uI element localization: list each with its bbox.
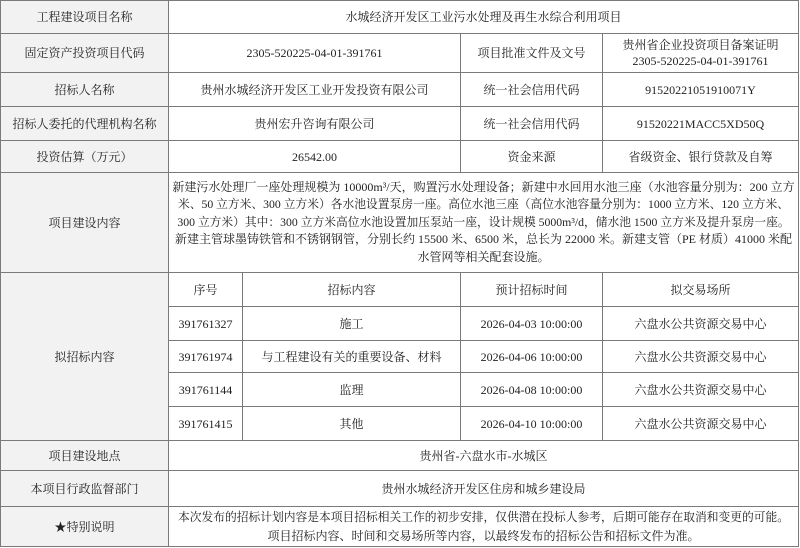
- row-project-code: [1, 34, 799, 73]
- investment-label: 投资估算（万元）: [1, 141, 169, 173]
- location-label: 项目建设地点: [1, 441, 169, 471]
- row-location: [1, 441, 799, 471]
- agency-credit-label: 统一社会信用代码: [461, 107, 603, 141]
- construction-content-line: 水管网等相关配套设施。: [417, 249, 550, 264]
- construction-content-line: 米、50 立方米、300 立方米）各水池设置泵房一座。高位水池三座（高位水池容量分别为：1000 立方米、120 立方米、: [178, 198, 789, 212]
- tenderer-value: 贵州水城经济开发区工业开发投资有限公司: [169, 73, 461, 107]
- investment-value: 26542.00: [169, 141, 461, 173]
- bidding-content: 其他: [243, 407, 461, 441]
- row-construction-content: [1, 173, 799, 273]
- supervisor-value: 贵州水城经济开发区住房和城乡建设局: [169, 471, 799, 507]
- bidding-no: 391761415: [169, 407, 243, 441]
- construction-content-value: [169, 173, 799, 273]
- special-note-label: ★特别说明: [1, 507, 169, 547]
- approval-doc-line: 2305-520225-04-01-391761: [632, 54, 769, 68]
- approval-doc-label: 项目批准文件及文号: [461, 34, 603, 73]
- agency-label: 招标人委托的代理机构名称: [1, 107, 169, 141]
- bidding-content: 施工: [243, 307, 461, 341]
- bidding-venue: 六盘水公共资源交易中心: [603, 341, 799, 373]
- bidding-venue: 六盘水公共资源交易中心: [603, 407, 799, 441]
- tenderer-credit-label: 统一社会信用代码: [461, 73, 603, 107]
- project-name-value: 水城经济开发区工业污水处理及再生水综合利用项目: [169, 1, 799, 34]
- supervisor-label: 本项目行政监督部门: [1, 471, 169, 507]
- agency-credit-value: 91520221MACC5XD50Q: [603, 107, 799, 141]
- construction-content-line: 300 立方米）其中：300 立方米高位水池设置加压泵站一座，设计规模 5000m³/d，储水池 1500 立方米及提升泵房一座。: [177, 215, 790, 229]
- bidding-venue: 六盘水公共资源交易中心: [603, 373, 799, 407]
- project-code-value: 2305-520225-04-01-391761: [169, 34, 461, 73]
- bidding-header-content: 招标内容: [243, 273, 461, 307]
- special-note-line: 项目招标内容、时间和交易场所等内容，以最终发布的招标公告和招标文件为准。: [267, 528, 700, 543]
- bidding-content: 与工程建设有关的重要设备、材料: [243, 341, 461, 373]
- bidding-time: 2026-04-10 10:00:00: [461, 407, 603, 441]
- row-project-name: [1, 1, 799, 34]
- row-special-note: [1, 507, 799, 547]
- agency-value: 贵州宏升咨询有限公司: [169, 107, 461, 141]
- construction-content-line: 新建主管球墨铸铁管和不锈钢钢管，分别长约 15500 米、6500 米，总长为 22000 米。新建支管（PE 材质）41000 米配: [175, 232, 793, 247]
- project-name-label: 工程建设项目名称: [1, 1, 169, 34]
- location-value: 贵州省-六盘水市-水城区: [169, 441, 799, 471]
- bidding-header-row: [1, 273, 799, 307]
- approval-doc-line: 贵州省企业投资项目备案证明: [622, 38, 779, 52]
- approval-doc-value: [603, 34, 799, 73]
- bidding-header-time: 预计招标时间: [461, 273, 603, 307]
- funding-label: 资金来源: [461, 141, 603, 173]
- bidding-no: 391761974: [169, 341, 243, 373]
- row-investment: [1, 141, 799, 173]
- bidding-content: 监理: [243, 373, 461, 407]
- tenderer-label: 招标人名称: [1, 73, 169, 107]
- row-agency: [1, 107, 799, 141]
- bidding-no: 391761327: [169, 307, 243, 341]
- bidding-time: 2026-04-03 10:00:00: [461, 307, 603, 341]
- bidding-header-no: 序号: [169, 273, 243, 307]
- bidding-no: 391761144: [169, 373, 243, 407]
- special-note-line: 本次发布的招标计划内容是本项目招标相关工作的初步安排，仅供潜在投标人参考，后期可能存在取消和变更的可能。: [178, 510, 789, 524]
- project-code-label: 固定资产投资项目代码: [1, 34, 169, 73]
- funding-value: 省级资金、银行贷款及自筹: [603, 141, 799, 173]
- row-supervisor: [1, 471, 799, 507]
- special-note-value: [169, 507, 799, 547]
- bidding-label: 拟招标内容: [1, 273, 169, 441]
- bidding-time: 2026-04-08 10:00:00: [461, 373, 603, 407]
- construction-content-line: 新建污水处理厂一座处理规模为 10000m³/天，购置污水处理设备；新建中水回用水池三座（水池容量分别为：200 立方: [172, 179, 795, 194]
- bidding-time: 2026-04-06 10:00:00: [461, 341, 603, 373]
- bidding-venue: 六盘水公共资源交易中心: [603, 307, 799, 341]
- construction-content-label: 项目建设内容: [1, 173, 169, 273]
- row-tenderer: [1, 73, 799, 107]
- bidding-header-venue: 拟交易场所: [603, 273, 799, 307]
- tenderer-credit-value: 91520221051910071Y: [603, 73, 799, 107]
